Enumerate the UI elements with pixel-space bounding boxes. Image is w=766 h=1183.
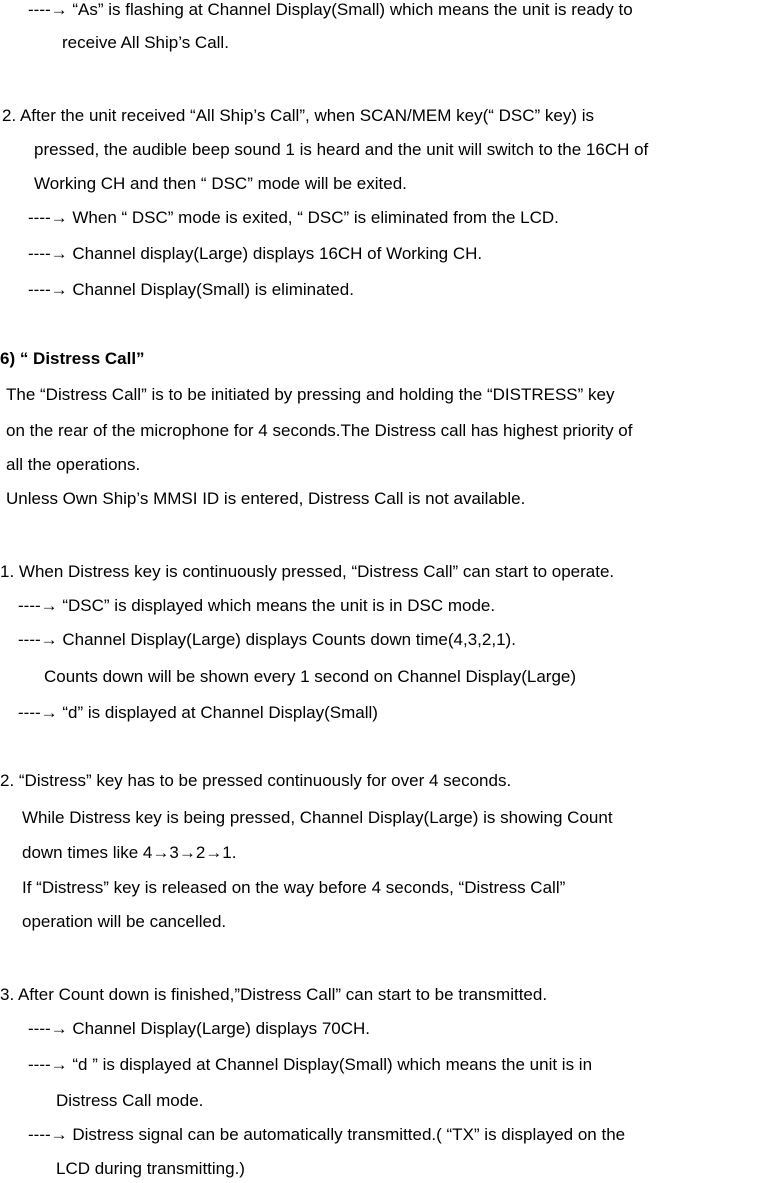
text-line: 1. When Distress key is continuously pressed, “Distress Call” can start to operate.: [0, 562, 615, 581]
text-line: ----→ When “ DSC” mode is exited, “ DSC” is eliminated from the LCD.: [28, 208, 559, 227]
text-line: The “Distress Call” is to be initiated by pressing and holding the “DISTRESS” key: [6, 385, 615, 404]
text-line: all the operations.: [6, 455, 141, 474]
text-line: ----→ “As” is flashing at Channel Display(Small) which means the unit is ready to: [28, 0, 633, 19]
text-line: 2. After the unit received “All Ship’s Call”, when SCAN/MEM key(“ DSC” key) is: [2, 106, 595, 125]
text-line: ----→ Channel Display(Large) displays 70CH.: [28, 1019, 371, 1038]
text-line: 3. After Count down is finished,”Distress Call” can start to be transmitted.: [0, 985, 548, 1004]
section-heading: 6) “ Distress Call”: [0, 349, 145, 368]
text-line: Distress Call mode.: [56, 1091, 204, 1110]
text-line: ----→ “d ” is displayed at Channel Display(Small) which means the unit is in: [28, 1055, 593, 1074]
text-line: receive All Ship’s Call.: [62, 33, 229, 52]
text-line: Counts down will be shown every 1 second on Channel Display(Large): [44, 667, 577, 686]
text-line: ----→ Distress signal can be automatically transmitted.( “TX” is displayed on the: [28, 1125, 626, 1144]
text-line: down times like 4→3→2→1.: [22, 843, 237, 862]
text-line: ----→ “d” is displayed at Channel Display(Small): [18, 703, 378, 722]
text-line: ----→ “DSC” is displayed which means the unit is in DSC mode.: [18, 596, 496, 615]
text-line: pressed, the audible beep sound 1 is heard and the unit will switch to the 16CH of: [34, 140, 649, 159]
text-line: 2. “Distress” key has to be pressed continuously for over 4 seconds.: [0, 771, 512, 790]
text-line: Unless Own Ship’s MMSI ID is entered, Distress Call is not available.: [6, 489, 526, 508]
text-line: If “Distress” key is released on the way before 4 seconds, “Distress Call”: [22, 878, 566, 897]
text-line: LCD during transmitting.): [56, 1159, 245, 1178]
text-line: ----→ Channel Display(Small) is eliminated.: [28, 280, 354, 299]
text-line: Working CH and then “ DSC” mode will be exited.: [34, 174, 407, 193]
text-line: ----→ Channel Display(Large) displays Counts down time(4,3,2,1).: [18, 630, 516, 649]
text-line: on the rear of the microphone for 4 seconds.The Distress call has highest priority of: [6, 421, 633, 440]
text-line: While Distress key is being pressed, Channel Display(Large) is showing Count: [22, 808, 613, 827]
text-line: ----→ Channel display(Large) displays 16CH of Working CH.: [28, 244, 483, 263]
text-line: operation will be cancelled.: [22, 912, 227, 931]
